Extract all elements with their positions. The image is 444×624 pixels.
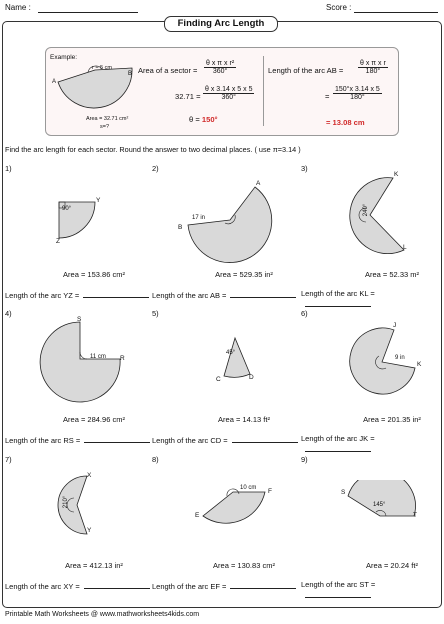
question-label: Length of the arc XY = [5,582,80,591]
sector-formula [204,60,236,75]
question-label: Length of the arc ST = [301,580,376,589]
point-label-k: K [417,361,422,368]
point-label-j: J [393,322,397,329]
question-label: Length of the arc YZ = [5,291,80,300]
area-label: Area = 153.86 cm² [63,270,125,279]
answer-row-6 [301,434,444,454]
example-find: s=? [100,124,110,130]
radius-label-8: 10 cm [240,485,257,491]
sector-formula-label: Area of a sector = [138,66,198,75]
question-label: Length of the arc JK = [301,434,375,443]
area-label: Area = 201.35 in² [363,415,421,424]
page-title: Finding Arc Length [164,16,278,32]
point-label-e: E [195,512,200,519]
arc-equals: = [325,92,330,101]
score-label: Score : [326,3,352,12]
answer-row-5 [152,434,298,445]
sector-figure-2 [175,175,275,265]
area-label: Area = 284.96 cm² [63,415,125,424]
substitution-lhs: 32.71 = [175,92,201,101]
sector-figure-8 [195,478,275,538]
example-point-a: A [52,79,57,85]
theta-value: 150° [201,115,218,124]
area-label: Area = 412.13 in² [65,561,123,570]
arc-formula-numerator: θ x π x r [360,60,386,67]
arc-formula-denominator: 180° [365,68,381,75]
question-label: Length of the arc CD = [152,436,228,445]
name-field[interactable] [38,3,138,13]
area-label: Area = 20.24 ft² [366,561,418,570]
point-label-y: Y [87,527,92,534]
footer: Printable Math Worksheets @ www.mathworksheets4kids.com [5,611,200,618]
problem-number: 4) [5,309,12,318]
area-label: Area = 130.83 cm² [213,561,275,570]
answer-row-1 [5,289,149,300]
arc-substitution-numerator: 150°x 3.14 x 5 [335,86,380,93]
area-label: Area = 529.35 in² [215,270,273,279]
answer-field[interactable] [83,289,149,298]
answer-field[interactable] [84,434,150,443]
sector-formula-denominator: 360° [212,68,228,75]
area-label: Area = 14.13 ft² [218,415,270,424]
theta-result [189,115,218,124]
answer-row-9 [301,580,444,600]
problem-number: 8) [152,455,159,464]
point-label-k: K [394,171,399,178]
example-divider [263,56,264,126]
point-label-d: D [249,374,254,381]
answer-field[interactable] [305,298,371,307]
example-area: Area = 32.71 cm² [86,116,129,122]
angle-label-1: 90° [62,206,72,212]
sector-formula-numerator: θ x π x r² [206,60,235,67]
answer-field[interactable] [230,289,296,298]
substitution-numerator: θ x 3.14 x 5 x 5 [205,86,253,93]
answer-field[interactable] [232,434,298,443]
angle-label-7: 210° [63,495,70,509]
question-label: Length of the arc RS = [5,436,81,445]
problem-number: 6) [301,309,308,318]
instructions: Find the arc length for each sector. Round the answer to two decimal places. ( use π=3.14 ) [5,145,301,154]
answer-row-7 [5,580,150,591]
arc-substitution-denominator: 180° [350,94,365,101]
substitution-fraction [203,86,254,101]
example-point-b: B [128,71,133,77]
question-label: Length of the arc EF = [152,582,227,591]
angle-label-5: 45° [226,350,236,356]
substitution-denominator: 360° [221,94,236,101]
answer-field[interactable] [305,443,371,452]
problem-number: 9) [301,455,308,464]
arc-substitution [333,86,382,101]
problem-number: 5) [152,309,159,318]
problem-number: 1) [5,164,12,173]
point-label-s: S [341,489,346,496]
name-label: Name : [5,3,31,12]
score-field[interactable] [354,3,438,13]
arc-result: = 13.08 cm [326,118,365,127]
answer-field[interactable] [230,580,296,589]
point-label-t: T [413,512,417,519]
question-label: Length of the arc AB = [152,291,227,300]
area-label: Area = 52.33 m² [365,270,419,279]
example-radius: r = 5 cm [92,65,113,71]
radius-label-4: 11 cm [90,354,106,360]
point-label-c: C [216,376,221,383]
answer-field[interactable] [84,580,150,589]
point-label-r: R [120,355,125,362]
arc-formula-label: Length of the arc AB = [268,66,344,75]
problem-number: 7) [5,455,12,464]
point-label-x: X [87,472,92,479]
problem-number: 3) [301,164,308,173]
point-label-f: F [268,488,272,495]
answer-row-3 [301,289,444,309]
arc-formula [358,60,388,75]
problem-number: 2) [152,164,159,173]
point-label-a: A [256,180,261,187]
example-label: Example: [50,54,78,61]
answer-row-2 [152,289,296,300]
question-label: Length of the arc KL = [301,289,375,298]
point-label-l: L [403,244,407,251]
point-label-y: Y [96,197,101,204]
sector-figure-3 [332,170,422,260]
point-label-s: S [77,316,82,323]
answer-row-8 [152,580,296,591]
answer-row-4 [5,434,150,445]
theta-prefix: θ = [189,115,202,124]
point-label-b: B [178,224,183,231]
angle-label-9: 145° [373,502,386,508]
radius-label-2: 17 in [192,215,206,221]
angle-label-3: 240° [363,203,370,217]
point-label-z: Z [56,238,60,245]
answer-field[interactable] [305,589,371,598]
radius-label-6: 9 in [395,355,405,361]
